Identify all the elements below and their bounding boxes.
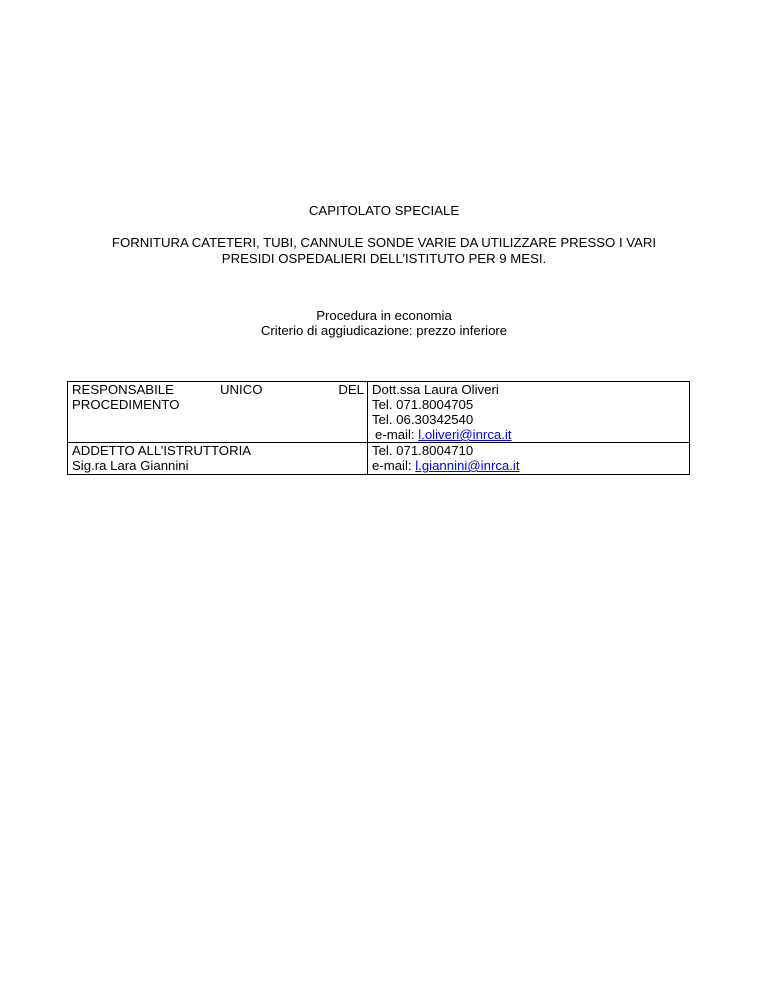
table-row xyxy=(68,382,690,443)
role-cell-responsabile xyxy=(68,382,368,443)
email-label: e-mail: xyxy=(372,458,416,473)
contact-email-line xyxy=(372,458,689,473)
contacts-table xyxy=(67,381,690,475)
contact-phone: Tel. 071.8004710 xyxy=(372,443,474,458)
role-line: PROCEDIMENTO xyxy=(72,397,180,412)
award-criterion: Criterio di aggiudicazione: prezzo inferiore xyxy=(260,323,508,338)
procedure-type: Procedura in economia xyxy=(316,308,452,323)
contact-name: Dott.ssa Laura Oliveri xyxy=(372,382,499,397)
role-word: DEL xyxy=(338,382,364,397)
contact-name: Sig.ra Lara Giannini xyxy=(72,458,189,473)
subject-line-1: FORNITURA CATETERI, TUBI, CANNULE SONDE VARIE DA UTILIZZARE PRESSO I VARI xyxy=(111,235,657,250)
document-title: CAPITOLATO SPECIALE xyxy=(308,203,460,218)
contact-cell-responsabile xyxy=(368,382,690,443)
email-link[interactable]: l.oliveri@inrca.it xyxy=(418,427,512,442)
contact-phone: Tel. 071.8004705 xyxy=(372,397,474,412)
role-line xyxy=(72,382,367,397)
contact-phone: Tel. 06.30342540 xyxy=(372,412,474,427)
role-line: ADDETTO ALL’ISTRUTTORIA xyxy=(72,443,252,458)
table-row xyxy=(68,443,690,475)
subject-line-2: PRESIDI OSPEDALIERI DELL’ISTITUTO PER 9 MESI. xyxy=(221,251,547,266)
email-link[interactable]: l.giannini@inrca.it xyxy=(415,458,520,473)
contact-email-line xyxy=(372,427,689,442)
contact-cell-addetto xyxy=(368,443,690,475)
role-cell-addetto xyxy=(68,443,368,475)
role-word: RESPONSABILE xyxy=(72,382,174,397)
role-word: UNICO xyxy=(220,382,263,397)
email-label: e-mail: xyxy=(375,427,419,442)
